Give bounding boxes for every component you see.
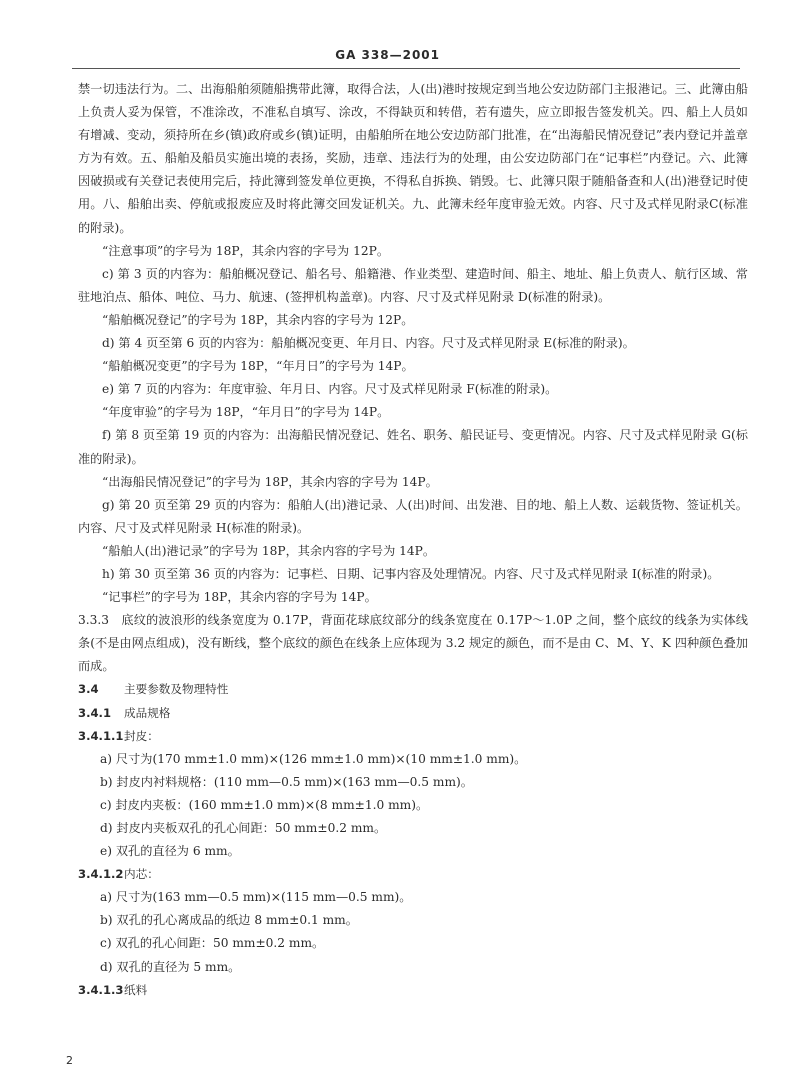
- body-paragraph: “记事栏”的字号为 18P，其余内容的字号为 14P。: [102, 590, 377, 605]
- standard-number: GA 338—2001: [335, 48, 440, 62]
- section-title: 内芯：: [124, 867, 159, 882]
- body-paragraph: h) 第 30 页至第 36 页的内容为：记事栏、日期、记事内容及处理情况。内容、尺寸及式样见附录 I(标准的附录)。: [102, 566, 720, 581]
- section-number: 3.4: [78, 682, 99, 697]
- section-heading: [78, 863, 748, 886]
- body-paragraph: c) 封皮内夹板：(160 mm±1.0 mm)×(8 mm±1.0 mm)。: [100, 797, 429, 812]
- body-paragraph: d) 第 4 页至第 6 页的内容为：船舶概况变更、年月日、内容。尺寸及式样见附录 E(标准的附录)。: [102, 336, 635, 351]
- body-paragraph: c) 第 3 页的内容为：船舶概况登记、船名号、船籍港、作业类型、建造时间、船主、地址、船上负责人、航行区域、常驻地泊点、船体、吨位、马力、航速、(签押机构盖章)。内容、尺寸及式样见附录 D(标准的附录)。: [78, 266, 748, 304]
- body-paragraph: d) 封皮内夹板双孔的孔心间距：50 mm±0.2 mm。: [100, 821, 387, 835]
- section-heading: [78, 979, 748, 1002]
- body-paragraph: a) 尺寸为(163 mm—0.5 mm)×(115 mm—0.5 mm)。: [100, 890, 412, 905]
- section-heading: [78, 678, 748, 701]
- section-number: 3.4.1.3: [78, 982, 124, 997]
- body-paragraph: b) 双孔的孔心离成品的纸边 8 mm±0.1 mm。: [100, 913, 358, 928]
- body-paragraph: “船舶人(出)港记录”的字号为 18P，其余内容的字号为 14P。: [102, 543, 436, 558]
- section-title: 封皮：: [124, 728, 159, 743]
- body-paragraph: e) 双孔的直径为 6 mm。: [100, 844, 240, 859]
- section-heading: [78, 725, 748, 748]
- body-paragraph: f) 第 8 页至第 19 页的内容为：出海船民情况登记、姓名、职务、船民证号、变更情况。内容、尺寸及式样见附录 G(标准的附录)。: [78, 428, 748, 466]
- section-heading: [78, 702, 748, 725]
- section-number: 3.4.1: [78, 705, 112, 720]
- section-title: 成品规格: [124, 705, 171, 720]
- body-paragraph: “年度审验”的字号为 18P，“年月日”的字号为 14P。: [102, 405, 390, 420]
- body-paragraph: g) 第 20 页至第 29 页的内容为：船舶人(出)港记录、人(出)时间、出发港、目的地、船上人数、运载货物、签证机关。内容、尺寸及式样见附录 H(标准的附录)。: [78, 497, 748, 535]
- body-paragraph: c) 双孔的孔心间距：50 mm±0.2 mm。: [100, 936, 325, 951]
- body-paragraph: “船舶概况变更”的字号为 18P，“年月日”的字号为 14P。: [102, 359, 414, 374]
- body-paragraph: 禁一切违法行为。二、出海船舶须随船携带此簿，取得合法，人(出)港时按规定到当地公安边防部门主报港记。三、此簿由船上负责人妥为保管，不准涂改，不准私自填写、涂改，不得缺页和转借，若有遗失，应立即报告签发机关。四、船上人员如有增减、变动，须持所在乡(镇)政府或乡(镇)证明，由船舶所在地公安边防部门批准，在“出海船民情况登记”表内登记并盖章方为有效。五、船舶及船员实施出境的表扬，奖励，违章、违法行为的处理，由公安边防部门在“记事栏”内登记。六、此簿因破损或有关登记表使用完后，持此簿到签发单位更换，不得私自拆换、销毁。七、此簿只限于随船备查和人(出)港登记时使用。八、船舶出卖、停航或报废应及时将此簿交回发证机关。九、此簿未经年度审验无效。内容、尺寸及式样见附录C(标准的附录)。: [78, 82, 748, 235]
- section-number: 3.4.1.1: [78, 728, 124, 743]
- body-paragraph: a) 尺寸为(170 mm±1.0 mm)×(126 mm±1.0 mm)×(10 mm±1.0 mm)。: [100, 751, 527, 766]
- section-title: 纸料: [124, 982, 148, 997]
- section-number: 3.4.1.2: [78, 867, 124, 882]
- body-paragraph: 3.3.3 底纹的波浪形的线条宽度为 0.17P，背面花球底纹部分的线条宽度在 0.17P～1.0P 之间，整个底纹的线条为实体线条(不是由网点组成)，没有断线，整个底纹的颜色在线条上应体现为 3.2 规定的颜色，而不是由 C、M、Y、K 四种颜色叠加而成。: [78, 613, 748, 674]
- body-paragraph: e) 第 7 页的内容为：年度审验、年月日、内容。尺寸及式样见附录 F(标准的附录)。: [102, 382, 558, 397]
- body-paragraph: “船舶概况登记”的字号为 18P，其余内容的字号为 12P。: [102, 312, 414, 327]
- body-paragraph: b) 封皮内衬料规格：(110 mm—0.5 mm)×(163 mm—0.5 mm)。: [100, 774, 473, 789]
- section-title: 主要参数及物理特性: [124, 682, 229, 697]
- page-header: [72, 46, 740, 69]
- body-paragraph: d) 双孔的直径为 5 mm。: [100, 959, 241, 974]
- page-number: 2: [66, 1054, 73, 1067]
- document-body: [78, 78, 748, 1002]
- body-paragraph: “注意事项”的字号为 18P，其余内容的字号为 12P。: [102, 243, 390, 258]
- body-paragraph: “出海船民情况登记”的字号为 18P，其余内容的字号为 14P。: [102, 474, 438, 489]
